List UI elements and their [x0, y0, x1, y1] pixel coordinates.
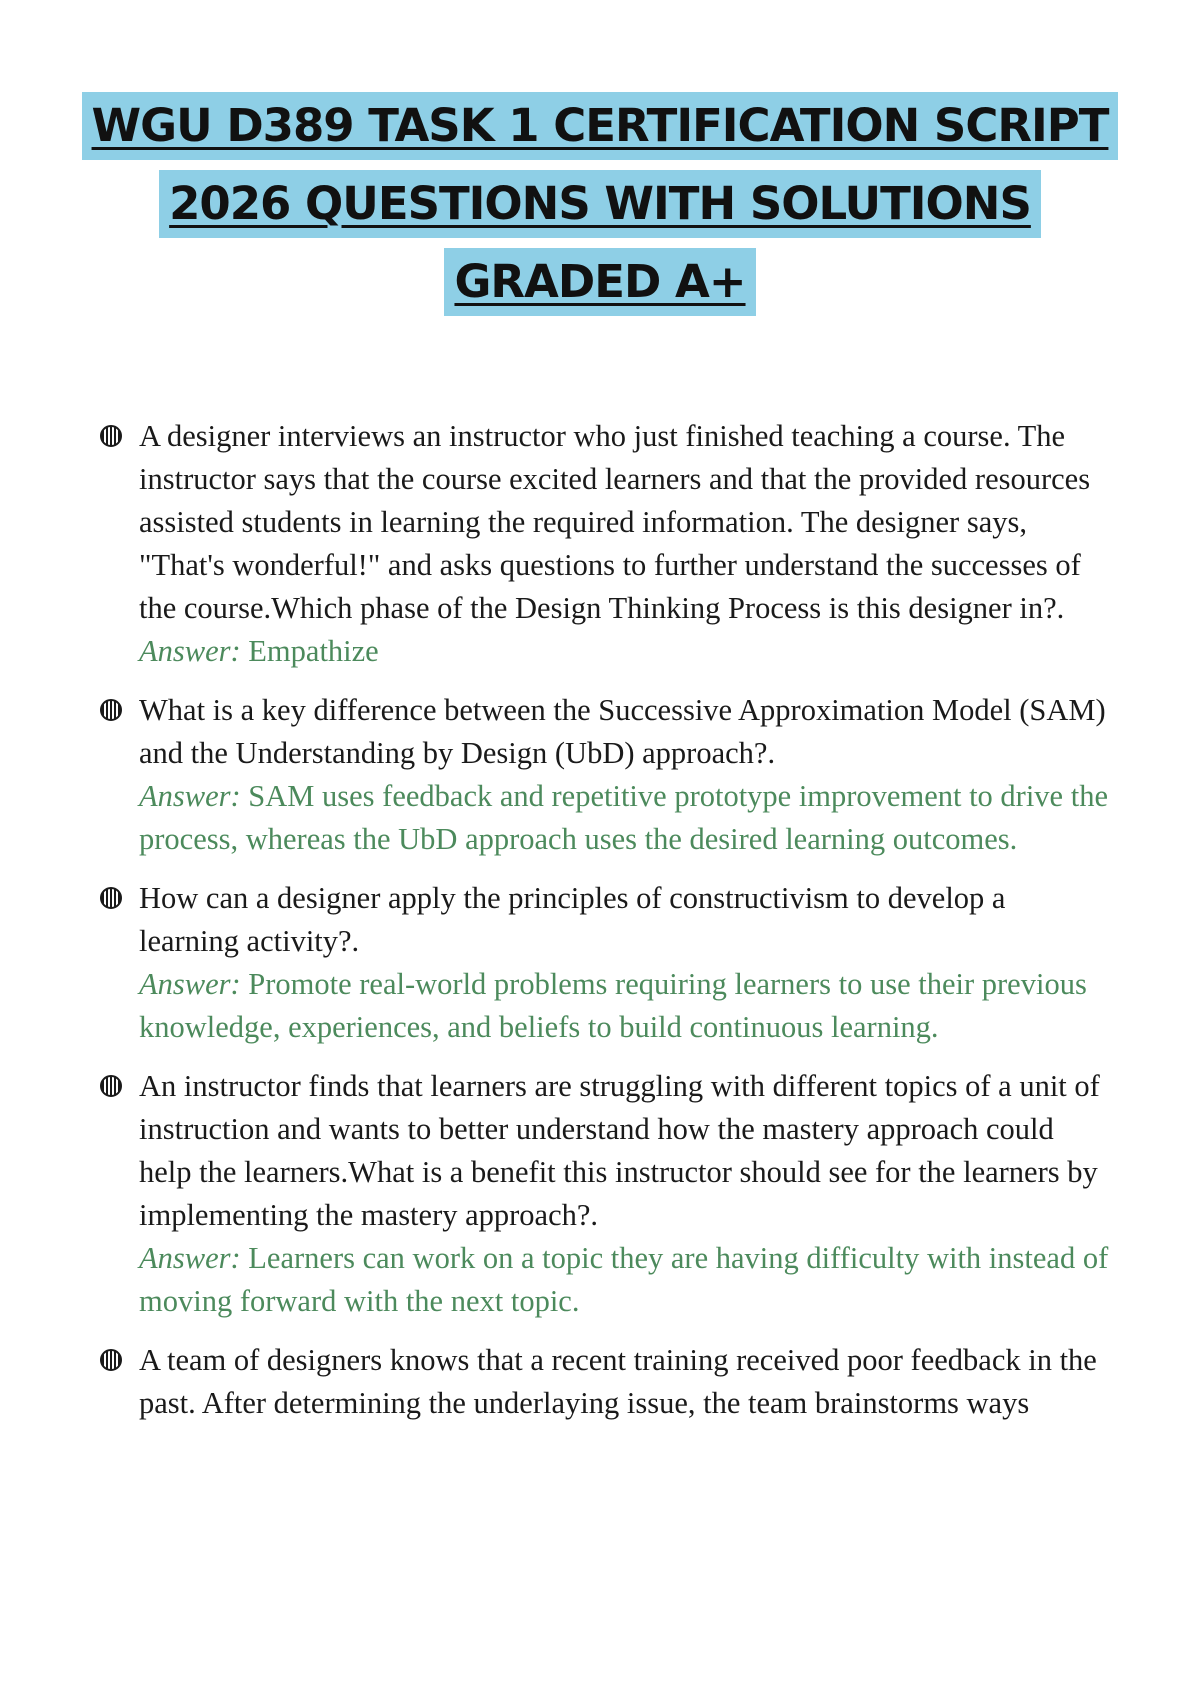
question-text: A team of designers knows that a recent training received poor feedback in the past. After determining the underlaying issue, the team brainstorms ways — [139, 1343, 1097, 1420]
question-list — [100, 415, 1110, 1441]
striped-circle-bullet-icon — [100, 1349, 122, 1371]
answer-line — [139, 775, 1110, 861]
striped-circle-bullet-icon — [100, 699, 122, 721]
answer-text: Learners can work on a topic they are having difficulty with instead of moving forward with the next topic. — [139, 1241, 1109, 1318]
answer-line — [139, 1237, 1110, 1323]
title-line-2: 2026 QUESTIONS WITH SOLUTIONS — [159, 170, 1041, 238]
title-line-1: WGU D389 TASK 1 CERTIFICATION SCRIPT — [82, 92, 1119, 160]
answer-line — [139, 630, 1110, 673]
document-title — [0, 92, 1200, 326]
question-text: A designer interviews an instructor who just finished teaching a course. The instructor says that the course excited learners and that the provided resources assisted students in learning the required information. The designer says, "That's wonderful!" and asks questions to further understand the successes of the course.Which phase of the Design Thinking Process is this designer in?. — [139, 419, 1091, 625]
answer-text: Promote real-world problems requiring learners to use their previous knowledge, experiences, and beliefs to build continuous learning. — [139, 967, 1087, 1044]
title-line-3: GRADED A+ — [444, 248, 755, 316]
striped-circle-bullet-icon — [100, 1075, 122, 1097]
answer-label: Answer: — [139, 1241, 241, 1275]
question-item-1 — [100, 415, 1110, 673]
answer-label: Answer: — [139, 779, 241, 813]
striped-circle-bullet-icon — [100, 425, 122, 447]
question-item-4 — [100, 1065, 1110, 1323]
question-item-2 — [100, 689, 1110, 861]
answer-line — [139, 963, 1110, 1049]
question-item-5 — [100, 1339, 1110, 1425]
answer-label: Answer: — [139, 634, 241, 668]
question-text: An instructor finds that learners are struggling with different topics of a unit of instruction and wants to better understand how the mastery approach could help the learners.What is a benefit this instructor should see for the learners by implementing the mastery approach?. — [139, 1069, 1100, 1232]
question-item-3 — [100, 877, 1110, 1049]
answer-text: SAM uses feedback and repetitive prototype improvement to drive the process, whereas the UbD approach uses the desired learning outcomes. — [139, 779, 1108, 856]
question-text: What is a key difference between the Successive Approximation Model (SAM) and the Understanding by Design (UbD) approach?. — [139, 693, 1106, 770]
question-text: How can a designer apply the principles of constructivism to develop a learning activity?. — [139, 881, 1006, 958]
striped-circle-bullet-icon — [100, 887, 122, 909]
answer-text: Empathize — [248, 634, 379, 668]
answer-label: Answer: — [139, 967, 241, 1001]
